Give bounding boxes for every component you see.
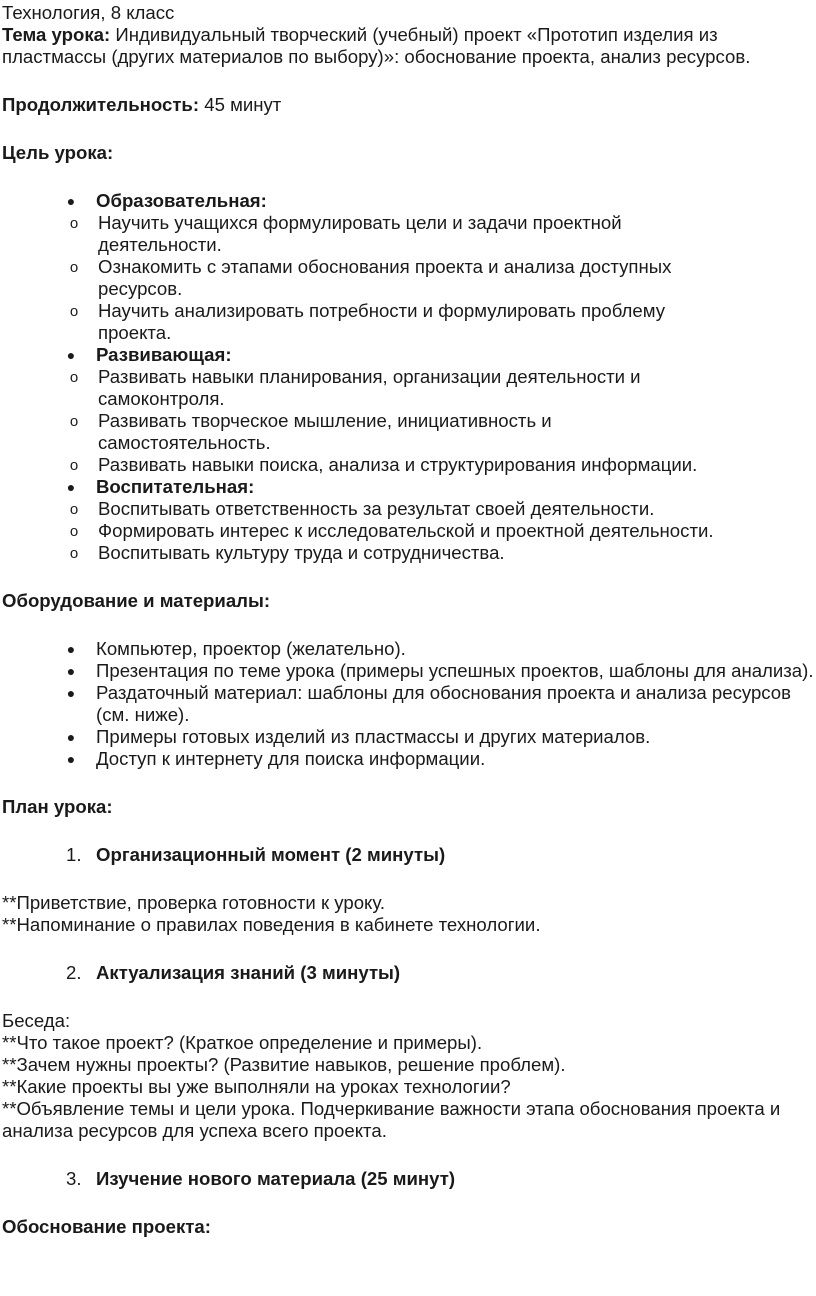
goal-group-title: Образовательная: xyxy=(96,190,267,211)
equipment-item: ● Примеры готовых изделий из пластмассы и других материалов. xyxy=(66,726,651,747)
filled-disc-icon: ● xyxy=(66,663,76,679)
equipment-list xyxy=(2,638,816,770)
step-title: Организационный момент (2 минуты) xyxy=(96,844,446,865)
goal-item: o Развивать навыки поиска, анализа и структурирования информации. xyxy=(69,454,698,475)
step-title: Изучение нового материала (25 минут) xyxy=(96,1168,456,1189)
filled-disc-icon: ● xyxy=(66,641,76,657)
goal-item: o Воспитывать ответственность за результат своей деятельности. xyxy=(69,498,655,519)
equipment-item: ● Доступ к интернету для поиска информации. xyxy=(66,748,486,769)
goal-item: o Ознакомить с этапами обоснования проекта и анализа доступных ресурсов. xyxy=(69,256,672,299)
goals-heading: Цель урока: xyxy=(2,142,114,163)
step-2-line: **Что такое проект? (Краткое определение и примеры). xyxy=(2,1032,483,1053)
step-number: 1. xyxy=(66,844,82,865)
hollow-circle-icon: o xyxy=(69,501,79,518)
goal-item: o Формировать интерес к исследовательской и проектной деятельности. xyxy=(69,520,714,541)
step-number: 3. xyxy=(66,1168,82,1189)
hollow-circle-icon: o xyxy=(69,369,79,386)
justification-heading: Обоснование проекта: xyxy=(2,1216,211,1237)
step-2-line: Беседа: xyxy=(2,1010,71,1031)
equipment-item: ● Раздаточный материал: шаблоны для обоснования проекта и анализа ресурсов (см. ниже). xyxy=(66,682,792,725)
goal-group-title: Развивающая: xyxy=(96,344,232,365)
topic-paragraph xyxy=(2,24,814,68)
step-2-line: **Объявление темы и цели урока. Подчеркивание важности этапа обоснования проекта и анализа ресурсов для успеха всего проекта. xyxy=(2,1098,781,1141)
goal-item: o Развивать творческое мышление, инициативность и самостоятельность. xyxy=(69,410,552,453)
filled-disc-icon: ● xyxy=(66,479,76,495)
topic-text: Индивидуальный творческий (учебный) проект «Прототип изделия из пластмассы (других материалов по выбору)»: обоснование проекта, анализ ресурсов. xyxy=(2,24,751,67)
filled-disc-icon: ● xyxy=(66,193,76,209)
subject-line: Технология, 8 класс xyxy=(2,2,175,23)
goal-items xyxy=(2,366,816,476)
duration-paragraph xyxy=(2,94,816,116)
goals-list xyxy=(2,190,816,564)
goal-item: o Воспитывать культуру труда и сотрудничества. xyxy=(69,542,505,563)
plan-step-2 xyxy=(2,962,816,984)
goal-item: o Развивать навыки планирования, организации деятельности и самоконтроля. xyxy=(69,366,641,409)
goal-group-developmental xyxy=(2,344,816,476)
step-number: 2. xyxy=(66,962,82,983)
step-title: Актуализация знаний (3 минуты) xyxy=(96,962,401,983)
equipment-item: ● Компьютер, проектор (желательно). xyxy=(66,638,406,659)
goal-item: o Научить анализировать потребности и формулировать проблему проекта. xyxy=(69,300,666,343)
filled-disc-icon: ● xyxy=(66,751,76,767)
filled-disc-icon: ● xyxy=(66,685,76,701)
step-2-line: **Зачем нужны проекты? (Развитие навыков, решение проблем). xyxy=(2,1054,566,1075)
step-2-line: **Какие проекты вы уже выполняли на уроках технологии? xyxy=(2,1076,511,1097)
goal-items xyxy=(2,212,816,344)
goal-group-title: Воспитательная: xyxy=(96,476,255,497)
filled-disc-icon: ● xyxy=(66,347,76,363)
plan-step-1 xyxy=(2,844,816,866)
goal-items xyxy=(2,498,816,564)
equipment-heading: Оборудование и материалы: xyxy=(2,590,271,611)
goal-item: o Научить учащихся формулировать цели и задачи проектной деятельности. xyxy=(69,212,622,255)
hollow-circle-icon: o xyxy=(69,545,79,562)
goal-group-educational xyxy=(2,190,816,344)
equipment-item: ● Презентация по теме урока (примеры успешных проектов, шаблоны для анализа). xyxy=(66,660,814,681)
step-1-line: **Напоминание о правилах поведения в кабинете технологии. xyxy=(2,914,541,935)
hollow-circle-icon: o xyxy=(69,413,79,430)
duration-label: Продолжительность: xyxy=(2,94,200,115)
duration-text: 45 минут xyxy=(199,94,282,115)
hollow-circle-icon: o xyxy=(69,523,79,540)
goal-group-upbringing xyxy=(2,476,816,564)
filled-disc-icon: ● xyxy=(66,729,76,745)
step-1-line: **Приветствие, проверка готовности к уроку. xyxy=(2,892,385,913)
hollow-circle-icon: o xyxy=(69,457,79,474)
plan-step-3 xyxy=(2,1168,816,1190)
hollow-circle-icon: o xyxy=(69,259,79,276)
hollow-circle-icon: o xyxy=(69,303,79,320)
hollow-circle-icon: o xyxy=(69,215,79,232)
plan-heading: План урока: xyxy=(2,796,113,817)
topic-label: Тема урока: xyxy=(2,24,111,45)
